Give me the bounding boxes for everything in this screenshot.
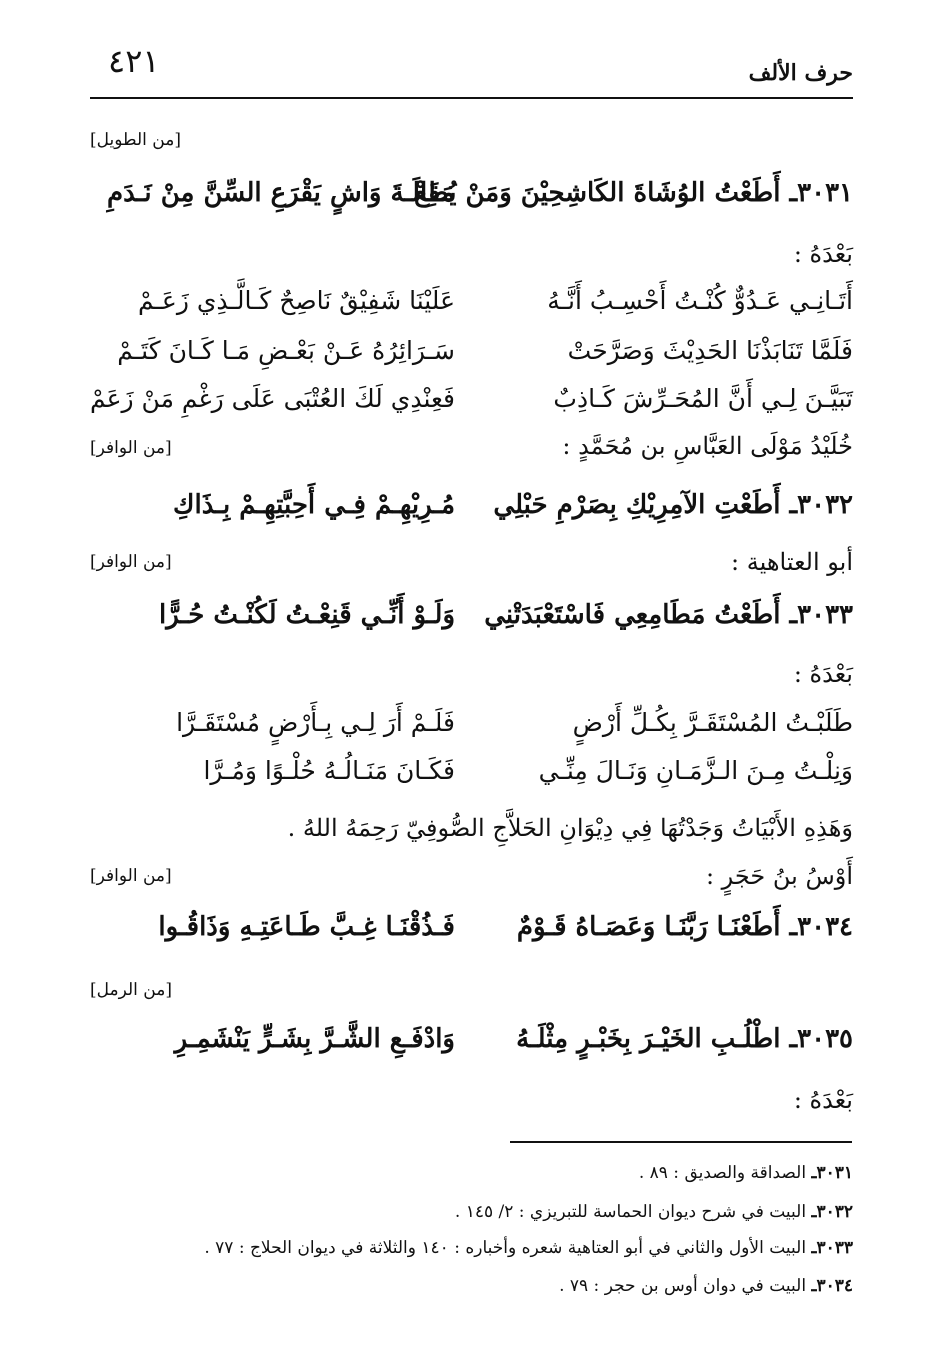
verse-3035 [110, 1024, 853, 1070]
chapter-title: حرف الألف [748, 60, 853, 86]
verse-line [110, 708, 853, 754]
sadr-text: أَطَعْتُ مَطَامِعِي فَاسْتَعْبَدَتْنِي [484, 600, 781, 630]
verse-ajuz: فَـذُقْنَـا غِـبَّ طَـاعَتِـهِ وَذَاقُـوا [158, 912, 455, 942]
verse-ajuz: فَعِنْدِي لَكَ العُتْبَى عَلَى رَغْمِ مَنْ زَعَمْ [89, 384, 455, 413]
footnote-text: الصداقة والصديق : ٨٩ . [638, 1163, 807, 1183]
footnote-text: البيت في شرح ديوان الحماسة للتبريزي : ٢/ ١٤٥ . [454, 1202, 807, 1222]
footnote-text: البيت في دوان أوس بن حجر : ٧٩ . [559, 1276, 807, 1296]
verse-line [110, 336, 853, 382]
footnote-number: ٣٠٣٢ـ [811, 1202, 853, 1222]
footnote [639, 1163, 853, 1183]
meter-label: [من الوافر] [90, 552, 172, 572]
footnote [204, 1238, 853, 1258]
verse-line [89, 384, 853, 430]
verse-sadr: أَتَـانِـي عَـدُوٌّ كُنْـتُ أَحْسِـبُ أَنَّـهُ [547, 286, 853, 315]
verse-ajuz: مُـرِيْهِـمْ فِـي أَحِبَّتِهِـمْ بِـذَاكِ [173, 490, 455, 520]
verse-ajuz: عَلَيْنَا شَفِيْقٌ نَاصِحٌ كَـالَّـذِي زَعَـمْ [137, 286, 455, 315]
verse-number: ٣٠٣٤ـ [789, 912, 853, 942]
verse-sadr [493, 490, 853, 520]
verse-ajuz: فَكَـانَ مَنَـالُـهُ حُلْـوًا وَمُـرَّا [203, 756, 455, 785]
poet-name: خُلَيْدُ مَوْلَى العَبَّاسِ بن مُحَمَّدٍ : [562, 432, 853, 460]
footnote-number: ٣٠٣٤ـ [811, 1276, 853, 1296]
verse-sadr [493, 1024, 853, 1054]
verse-line [110, 286, 853, 332]
intro-text: بَعْدَهُ : [793, 240, 853, 268]
verse-sadr [493, 912, 853, 942]
verse-sadr: تَبَيَّـنَ لِـي أَنَّ المُحَـرِّشَ كَـاذِبٌ [553, 384, 853, 413]
meter-label: [من الرمل] [90, 980, 172, 1000]
meter-label: [من الطويل] [90, 130, 181, 150]
meter-label: [من الوافر] [90, 438, 172, 458]
verse-number: ٣٠٣٣ـ [789, 600, 853, 630]
verse-ajuz: سَـرَائِرُهُ عَـنْ بَعْـضِ مَـا كَـانَ كَتَـمْ [117, 336, 455, 365]
verse-ajuz: فَلَـمْ أَرَ لِـي بِـأَرْضٍ مُسْتَقَـرَّا [176, 708, 455, 737]
verse-ajuz: وَادْفَـعِ الشَّـرَّ بِشَـرٍّ يَنْشَمِـرِ [174, 1024, 455, 1054]
intro-text: بَعْدَهُ : [793, 1086, 853, 1114]
footnote-text: البيت الأول والثاني في أبو العتاهية شعره وأخباره : ١٤٠ والثلاثة في ديوان الحلاج : ٧٧ . [204, 1238, 807, 1258]
verse-3034 [110, 912, 853, 958]
sadr-text: اطْلُـبِ الخَيْـرَ بِخَبْـرٍ مِثْلَـهُ [516, 1024, 781, 1054]
verse-3031 [107, 178, 853, 224]
header-rule [90, 97, 853, 99]
meter-label: [من الوافر] [90, 866, 172, 886]
verse-sadr: طَلَبْـتُ المُسْتَقَـرَّ بِكُـلِّ أَرْضٍ [572, 708, 853, 737]
poet-name: أَوْسُ بنُ حَجَرٍ : [705, 862, 853, 890]
footnote [455, 1202, 853, 1222]
sadr-text: أَطَعْتِ الآمِرِيْكِ بِصَرْمِ حَبْلِي [493, 490, 781, 520]
footnote-number: ٣٠٣١ـ [811, 1163, 853, 1183]
verse-ajuz: مَقَالَـةَ وَاشٍ يَقْرَعِ السِّنَّ مِنْ نَـدَمِ [107, 178, 455, 208]
footnote-rule [510, 1141, 852, 1143]
verse-number: ٣٠٣٢ـ [789, 490, 853, 520]
page-number: ٤٢١ [108, 42, 160, 80]
editor-note: وَهَذِهِ الأَبْيَاتُ وَجَدْتُهَا فِي دِيْوَانِ الحَلاَّجِ الصُّوفِيّ رَحِمَهُ اللهُ . [287, 814, 853, 842]
poet-name: أبو العتاهية : [731, 548, 853, 576]
verse-number: ٣٠٣٥ـ [789, 1024, 853, 1054]
verse-ajuz: وَلَـوْ أَنِّـي قَنِعْـتُ لَكُنْـتُ حُـرًّا [159, 600, 455, 630]
intro-text: بَعْدَهُ : [793, 660, 853, 688]
verse-sadr: فَلَمَّا تَنَابَذْنَا الحَدِيْثَ وَصَرَّحَتْ [567, 336, 853, 365]
verse-sadr [414, 178, 853, 208]
sadr-text: أَطَعْتُ الوُشَاةَ الكَاشِحِيْنَ وَمَنْ يُطِعْ [414, 178, 781, 208]
verse-sadr [484, 600, 853, 630]
footnote [559, 1276, 853, 1296]
verse-sadr: وَنِلْـتُ مِـنَ الـزَّمَـانِ وَنَـالَ مِنِّـي [538, 756, 853, 785]
footnote-number: ٣٠٣٣ـ [811, 1238, 853, 1258]
verse-line [110, 756, 853, 802]
sadr-text: أَطَعْنَـا رَبَّنَـا وَعَصَـاهُ قَـوْمٌ [516, 912, 781, 942]
verse-3033 [110, 600, 853, 646]
verse-3032 [110, 490, 853, 536]
verse-number: ٣٠٣١ـ [789, 178, 853, 208]
